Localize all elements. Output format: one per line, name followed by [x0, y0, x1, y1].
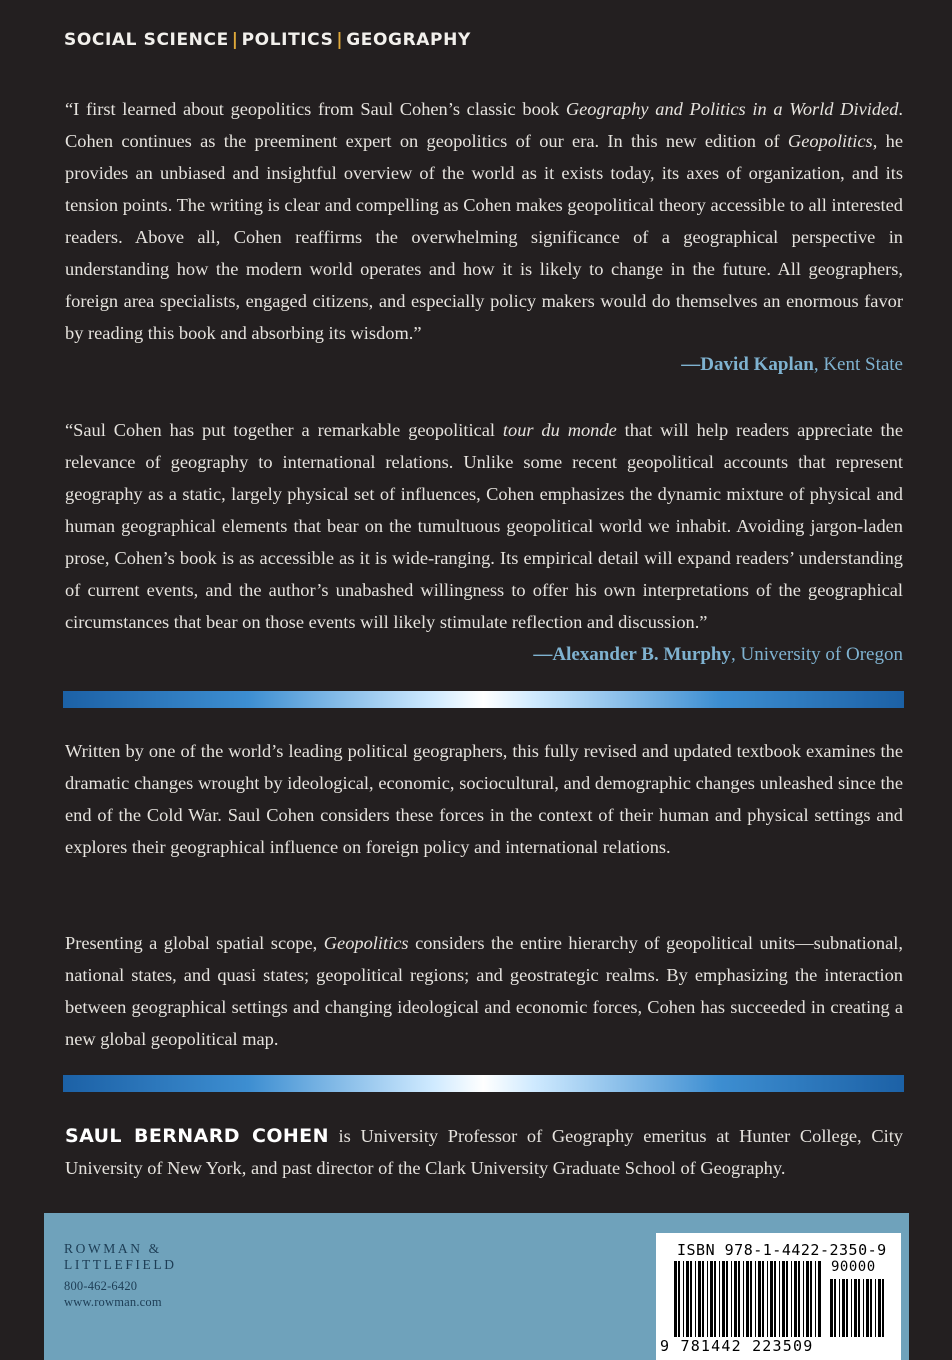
barcode-bar	[842, 1279, 845, 1337]
barcode-bar	[758, 1261, 761, 1337]
divider-bar	[63, 1075, 904, 1092]
barcode-bar	[762, 1261, 764, 1337]
barcode-bar	[714, 1261, 716, 1337]
barcode-bar	[770, 1261, 773, 1337]
author-bio-text: is University Professor of Geography emeritus at Hunter College, City University of New York, and past director of the Clark University Graduate School of Geography.	[65, 1126, 903, 1178]
barcode-bar	[710, 1261, 713, 1337]
isbn-label: ISBN 978-1-4422-2350-9	[677, 1241, 887, 1259]
barcode-bar	[834, 1279, 836, 1337]
review-kaplan-text-1: “I first learned about geopolitics from Saul Cohen’s classic book	[65, 99, 566, 119]
category-social-science: SOCIAL SCIENCE	[64, 30, 229, 50]
barcode-bar	[810, 1261, 812, 1337]
ean-digits: 9 781442 223509	[660, 1337, 814, 1355]
barcode-bar	[674, 1261, 677, 1337]
publisher-phone: 800-462-6420	[64, 1279, 138, 1293]
barcode-bar	[794, 1261, 797, 1337]
barcode-bar	[846, 1279, 848, 1337]
barcode-bar	[702, 1261, 704, 1337]
barcode-bar	[854, 1279, 857, 1337]
description-paragraph-2	[65, 927, 903, 1055]
review-murphy-text-2: that will help readers appreciate the relevance of geography to international relations. Unlike some recent geopolitical accounts that represent geography as a static, largely physical set of influences, Cohen emphasizes the dynamic mixture of physical and human geographical elements that bear on the tumultuous geopolitical world we inhabit. Avoiding jargon-laden prose, Cohen’s book is as accessible as it is wide-ranging. Its empirical detail will expand readers’ understanding of current events, and the author’s unabashed willingness to offer his own interpretations of the geographical circumstances that bear on those events will likely stimulate reflection and discussion.”	[65, 420, 903, 632]
review-murphy-affiliation: , University of Oregon	[730, 644, 903, 665]
barcode-bar	[726, 1261, 728, 1337]
barcode-bar	[830, 1279, 833, 1337]
barcode-bar	[738, 1261, 740, 1337]
barcode-bar	[858, 1279, 860, 1337]
barcode-bar	[878, 1279, 881, 1337]
barcode-bar	[683, 1261, 684, 1337]
barcode-bar	[791, 1261, 792, 1337]
barcode-bar	[750, 1261, 752, 1337]
description-book-title: Geopolitics	[323, 933, 409, 953]
category-geography: GEOGRAPHY	[346, 30, 471, 50]
review-kaplan-text-2: . Cohen continues as the preeminent expert on geopolitics of our era. In this new edition of	[65, 99, 904, 151]
barcode-box	[656, 1233, 901, 1360]
barcode-bar	[779, 1261, 780, 1337]
barcode-bar	[815, 1261, 816, 1337]
review-murphy-author: —Alexander B. Murphy	[533, 644, 731, 665]
review-kaplan-book-title: Geography and Politics in a World Divided	[565, 99, 899, 119]
description-text-1: Presenting a global spatial scope,	[65, 933, 324, 953]
barcode-bar	[782, 1261, 785, 1337]
barcode-bar	[690, 1261, 692, 1337]
barcode-bar	[746, 1261, 749, 1337]
author-name: SAUL BERNARD COHEN	[65, 1125, 329, 1147]
barcode-bar	[774, 1261, 776, 1337]
publisher-name-line-1: ROWMAN &	[64, 1241, 162, 1256]
category-separator: |	[231, 30, 239, 50]
barcode-bar	[731, 1261, 732, 1337]
description-text-2: considers the entire hierarchy of geopolitical units—subnational, national states, and quasi states; geopolitical regions; and geostrategic realms. By emphasizing the interaction between geographical settings and changing ideological and economic forces, Cohen has succeeded in creating a new global geopolitical map.	[65, 933, 903, 1049]
barcode-bar	[734, 1261, 737, 1337]
barcode-bar	[743, 1261, 744, 1337]
barcode-bar	[818, 1261, 821, 1337]
publisher-url[interactable]: www.rowman.com	[64, 1295, 162, 1309]
barcode-bar	[707, 1261, 708, 1337]
review-murphy-text-1: “Saul Cohen has put together a remarkable geopolitical	[65, 420, 503, 440]
barcode-bar	[722, 1261, 725, 1337]
review-kaplan-affiliation: , Kent State	[813, 354, 903, 375]
barcode-bar	[882, 1279, 884, 1337]
description-paragraph-1: Written by one of the world’s leading political geographers, this fully revised and updated textbook examines the dramatic changes wrought by ideological, economic, sociocultural, and demographic changes unleashed since the end of the Cold War. Saul Cohen considers these forces in the context of their human and physical settings and explores their geographical influence on foreign policy and international relations.	[65, 741, 903, 857]
barcode-bar	[678, 1261, 680, 1337]
review-murphy-italic-phrase: tour du monde	[502, 420, 617, 440]
barcode-bar	[803, 1261, 804, 1337]
review-murphy	[65, 414, 903, 638]
review-kaplan-book-title-2: Geopolitics	[787, 131, 873, 151]
barcode-bar	[786, 1261, 788, 1337]
barcode-bar	[870, 1279, 872, 1337]
author-bio	[65, 1120, 903, 1184]
price-code-label: 90000	[831, 1259, 876, 1275]
review-kaplan	[65, 93, 903, 349]
barcode-bar	[875, 1279, 876, 1337]
barcode-bar	[698, 1261, 701, 1337]
review-kaplan-attribution	[681, 349, 903, 381]
barcode-bar	[806, 1261, 809, 1337]
barcode-bar	[866, 1279, 869, 1337]
review-murphy-attribution	[533, 639, 903, 671]
barcode-bar	[863, 1279, 864, 1337]
category-politics: POLITICS	[241, 30, 334, 50]
review-kaplan-text-3: , he provides an unbiased and insightful overview of the world as it exists today, its axes of organization, and its tension points. The writing is clear and compelling as Cohen makes geopolitical theory accessible to all interested readers. Above all, Cohen reaffirms the overwhelming significance of a geographical perspective in understanding how the modern world operates and how it is likely to change in the future. All geographers, foreign area specialists, engaged citizens, and especially policy makers would do themselves an enormous favor by reading this book and absorbing its wisdom.”	[65, 131, 903, 343]
barcode-bar	[767, 1261, 768, 1337]
barcode-bar	[686, 1261, 689, 1337]
barcode-bar	[719, 1261, 720, 1337]
barcode-bar	[851, 1279, 852, 1337]
barcode-bar	[695, 1261, 696, 1337]
publisher-logo	[64, 1241, 177, 1273]
category-line	[64, 30, 471, 50]
barcode-bar	[798, 1261, 800, 1337]
divider-bar	[63, 691, 904, 708]
barcode-bar	[755, 1261, 756, 1337]
category-separator: |	[336, 30, 344, 50]
review-kaplan-author: —David Kaplan	[681, 354, 814, 375]
publisher-name-line-2: LITTLEFIELD	[64, 1257, 177, 1272]
barcode-bar	[839, 1279, 840, 1337]
footer-panel	[44, 1213, 909, 1360]
